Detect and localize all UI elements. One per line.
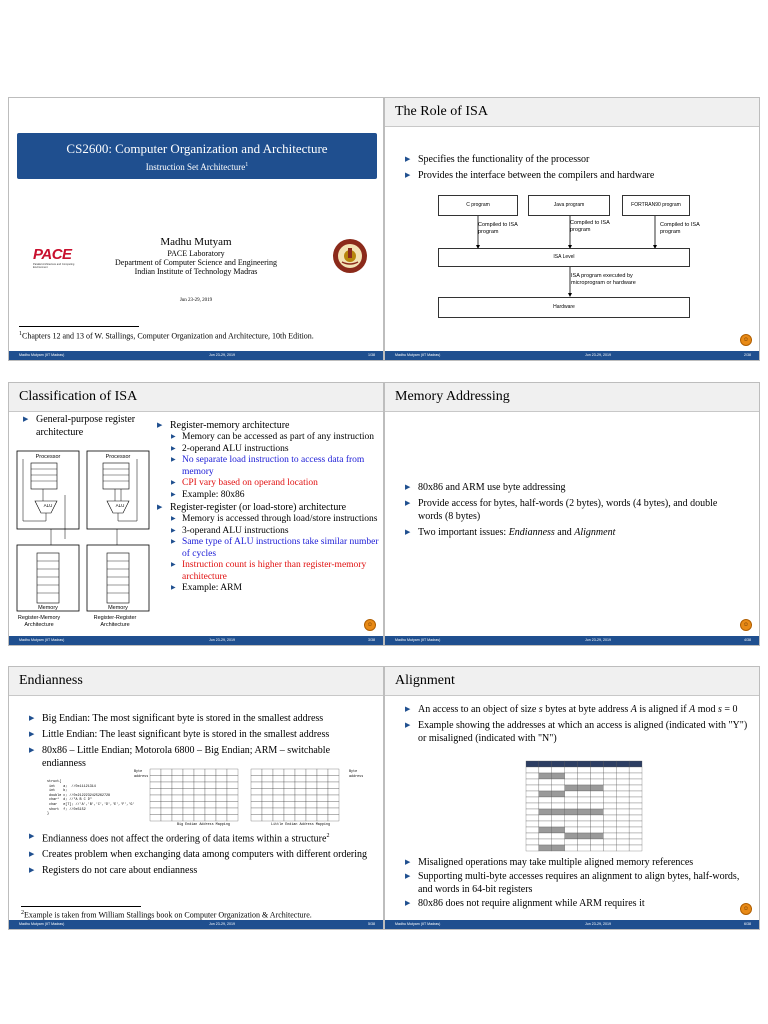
- pace-logo-tagline: Parallel Architecture and Computing Environment: [33, 263, 75, 269]
- footer-author: Madhu Mutyam (IIT Madras): [19, 638, 65, 642]
- sub-bullet-item: ▶ CPI vary based on operand location: [170, 478, 381, 490]
- slide-footer: [9, 636, 383, 645]
- reg-mem-caption: Register-Memory Architecture: [17, 615, 61, 628]
- footer-page: 4/38: [744, 638, 751, 642]
- bullet-item: ▶ Registers do not care about endianness: [27, 864, 373, 877]
- iitm-seal-icon: [332, 238, 368, 274]
- footer-page: 5/38: [368, 922, 375, 926]
- bullet-list-bottom: [403, 856, 749, 913]
- slide-classification: [8, 382, 384, 646]
- reg-reg-caption: Register-Register Architecture: [93, 615, 137, 628]
- slide-title: Endianness: [19, 673, 83, 688]
- footer-author: Madhu Mutyam (IIT Madras): [395, 922, 441, 926]
- alignment-table: [525, 760, 643, 852]
- slide-footer: [385, 636, 759, 645]
- fortran-program-box: FORTRAN90 program: [622, 195, 690, 216]
- big-endian-caption: Big Endian Address Mapping: [177, 823, 230, 827]
- memory-label: Memory: [108, 605, 128, 611]
- bullet-list: [403, 481, 743, 542]
- grid-lines: [150, 769, 238, 821]
- footer-date: Jun 23-29, 2019: [585, 353, 611, 357]
- executed-label: ISA program executed by microprogram or hardware: [571, 273, 636, 286]
- slide-title: Classification of ISA: [19, 389, 138, 404]
- footer-date: Jun 23-29, 2019: [585, 922, 611, 926]
- left-bullet-list: [21, 413, 141, 442]
- smiley-icon: ☺: [740, 619, 752, 631]
- rr-sublist: [170, 514, 381, 595]
- bullet-item: ▶ Two important issues: Endianness and Alignment: [403, 526, 743, 539]
- footer-author: Madhu Mutyam (IIT Madras): [395, 638, 441, 642]
- slide-footer: [385, 920, 759, 929]
- sub-bullet-item: ▶ 3-operand ALU instructions: [170, 526, 381, 538]
- alu-label: ALU: [43, 503, 53, 508]
- bullet-item: ▶ 80x86 – Little Endian; Motorola 6800 – Big Endian; ARM – switchable endianness: [27, 744, 373, 770]
- slide-title-bar: [385, 383, 759, 412]
- slide-endianness: [8, 666, 384, 930]
- compiled-label: Compiled to ISA program: [660, 222, 700, 235]
- bullet-item: ▶ Provides the interface between the compilers and hardware: [403, 169, 743, 182]
- talk-date: Jun 23-29, 2019: [179, 298, 213, 303]
- byte-address-label: Byte address: [134, 770, 149, 779]
- sub-bullet-item: ▶ No separate load instruction to access data from memory: [170, 455, 381, 478]
- memory-label: Memory: [38, 605, 58, 611]
- bullet-list-top: [403, 703, 749, 748]
- sub-bullet-item: ▶ Memory can be accessed as part of any instruction: [170, 432, 381, 444]
- java-program-box: Java program: [528, 195, 610, 216]
- sub-bullet-item: ▶ Example: 80x86: [170, 490, 381, 502]
- slide-title: [8, 97, 384, 361]
- footer-author: Madhu Mutyam (IIT Madras): [395, 353, 441, 357]
- bullet-item: [155, 419, 381, 501]
- byte-address-label: Byte address: [349, 770, 364, 779]
- little-endian-grid: [241, 767, 351, 827]
- course-title: CS2600: Computer Organization and Architecture: [66, 141, 328, 156]
- bullet-list-bottom: [27, 830, 373, 880]
- compiled-label: Compiled to ISA program: [570, 220, 610, 233]
- lab-name: PACE Laboratory: [167, 249, 225, 258]
- bullet-item: ▶ Misaligned operations may take multiple aligned memory references: [403, 856, 749, 869]
- footer-page: 3/38: [368, 638, 375, 642]
- processor-label: Processor: [105, 454, 131, 460]
- footer-date: Jun 23-29, 2019: [209, 638, 235, 642]
- pace-logo: [33, 246, 81, 272]
- slide-footer: [9, 920, 383, 929]
- smiley-icon: ☺: [740, 903, 752, 915]
- footer-author: Madhu Mutyam (IIT Madras): [19, 922, 65, 926]
- rm-sublist: [170, 432, 381, 501]
- slide-title-bar: [9, 383, 383, 412]
- slide-alignment: [384, 666, 760, 930]
- pace-logo-text: PACE: [33, 246, 72, 263]
- table-lines: [526, 761, 642, 851]
- little-endian-caption: Little Endian Address Mapping: [271, 823, 331, 827]
- slide-title: The Role of ISA: [395, 104, 488, 119]
- alu-label: ALU: [115, 503, 125, 508]
- sub-bullet-item: ▶ Memory is accessed through load/store instructions: [170, 514, 381, 526]
- footer-author: Madhu Mutyam (IIT Madras): [19, 353, 65, 357]
- bullet-item: ▶ Big Endian: The most significant byte is stored in the smallest address: [27, 712, 373, 725]
- dept-name: Department of Computer Science and Engineering: [115, 258, 277, 267]
- bullet-list-top: [27, 712, 373, 773]
- isa-level-box: ISA Level: [438, 248, 690, 267]
- bullet-item: ▶ Example showing the addresses at which an access is aligned (indicated with "Y") or misaligned (indicated with "N"): [403, 719, 749, 745]
- footer-date: Jun 23-29, 2019: [209, 922, 235, 926]
- slide-memory-addressing: [384, 382, 760, 646]
- smiley-icon: ☺: [740, 334, 752, 346]
- sub-bullet-item: ▶ Same type of ALU instructions take similar number of cycles: [170, 537, 381, 560]
- slide-footer: [9, 351, 383, 360]
- bullet-item: ▶ Endianness does not affect the ordering of data items within a structure$^2$: [27, 830, 373, 845]
- rm-label: Register-memory architecture: [170, 420, 290, 431]
- bullet-item: ▶ Supporting multi-byte accesses requires an alignment to align bytes, half-words, and words in 64-bit registers: [403, 870, 749, 896]
- sub-bullet-item: ▶ 2-operand ALU instructions: [170, 444, 381, 456]
- c-program-box: C program: [438, 195, 518, 216]
- slide-title-bar: [385, 667, 759, 696]
- compiled-label: Compiled to ISA program: [478, 222, 518, 235]
- bullet-item: ▶ 80x86 and ARM use byte addressing: [403, 481, 743, 494]
- footer-date: Jun 23-29, 2019: [209, 353, 235, 357]
- bullet-item: ▶ General-purpose register architecture: [21, 413, 141, 439]
- author-name: Madhu Mutyam: [160, 236, 232, 248]
- bullet-item: ▶ Provide access for bytes, half-words (2 bytes), words (4 bytes), and double words (8 bytes): [403, 497, 743, 523]
- bullet-item: ▶ An access to an object of size s bytes at byte address A is aligned if A mod s = 0: [403, 703, 749, 716]
- title-block: [17, 133, 377, 179]
- sub-bullet-item: ▶ Example: ARM: [170, 583, 381, 595]
- footer-date: Jun 23-29, 2019: [585, 638, 611, 642]
- footnote: $^2$Example is taken from William Stallings book on Computer Organization & Architecture.: [21, 910, 312, 920]
- struct-code: struct{ int a; //0x11121314 int b; double c; //0x2122232425262728 char* d; //"A B C D" char e[7]; //'A','B','C','D','E','F','G' short f; //0x5152 }: [47, 780, 135, 817]
- slide-title: Alignment: [395, 673, 455, 688]
- footnote: $^1$Chapters 12 and 13 of W. Stallings, Computer Organization and Architecture, 10th Edition.: [19, 331, 314, 341]
- slide-title: Memory Addressing: [395, 389, 510, 404]
- footer-page: 1/38: [368, 353, 375, 357]
- smiley-icon: ☺: [364, 619, 376, 631]
- course-subtitle: Instruction Set Architecture$^1$: [145, 162, 249, 172]
- bullet-item: ▶ Creates problem when exchanging data among computers with different ordering: [27, 848, 373, 861]
- bullet-item: [155, 501, 381, 595]
- slide-role-of-isa: [384, 97, 760, 361]
- rr-label: Register-register (or load-store) architecture: [170, 502, 347, 513]
- bullet-item: ▶ 80x86 does not require alignment while ARM requires it: [403, 897, 749, 910]
- right-bullet-list: [155, 419, 381, 598]
- bullet-item: ▶ Little Endian: The least significant byte is stored in the smallest address: [27, 728, 373, 741]
- sub-bullet-item: ▶ Instruction count is higher than register-memory architecture: [170, 560, 381, 583]
- inst-name: Indian Institute of Technology Madras: [134, 267, 258, 276]
- footnote-rule: [21, 906, 141, 907]
- bullet-item: ▶ Specifies the functionality of the processor: [403, 153, 743, 166]
- slide-title-bar: [9, 667, 383, 696]
- grid-lines: [251, 769, 339, 821]
- slide-footer: [385, 351, 759, 360]
- footer-page: 6/38: [744, 922, 751, 926]
- processor-label: Processor: [35, 454, 61, 460]
- hardware-box: Hardware: [438, 297, 690, 318]
- footnote-rule: [19, 326, 139, 327]
- footer-page: 2/38: [744, 353, 751, 357]
